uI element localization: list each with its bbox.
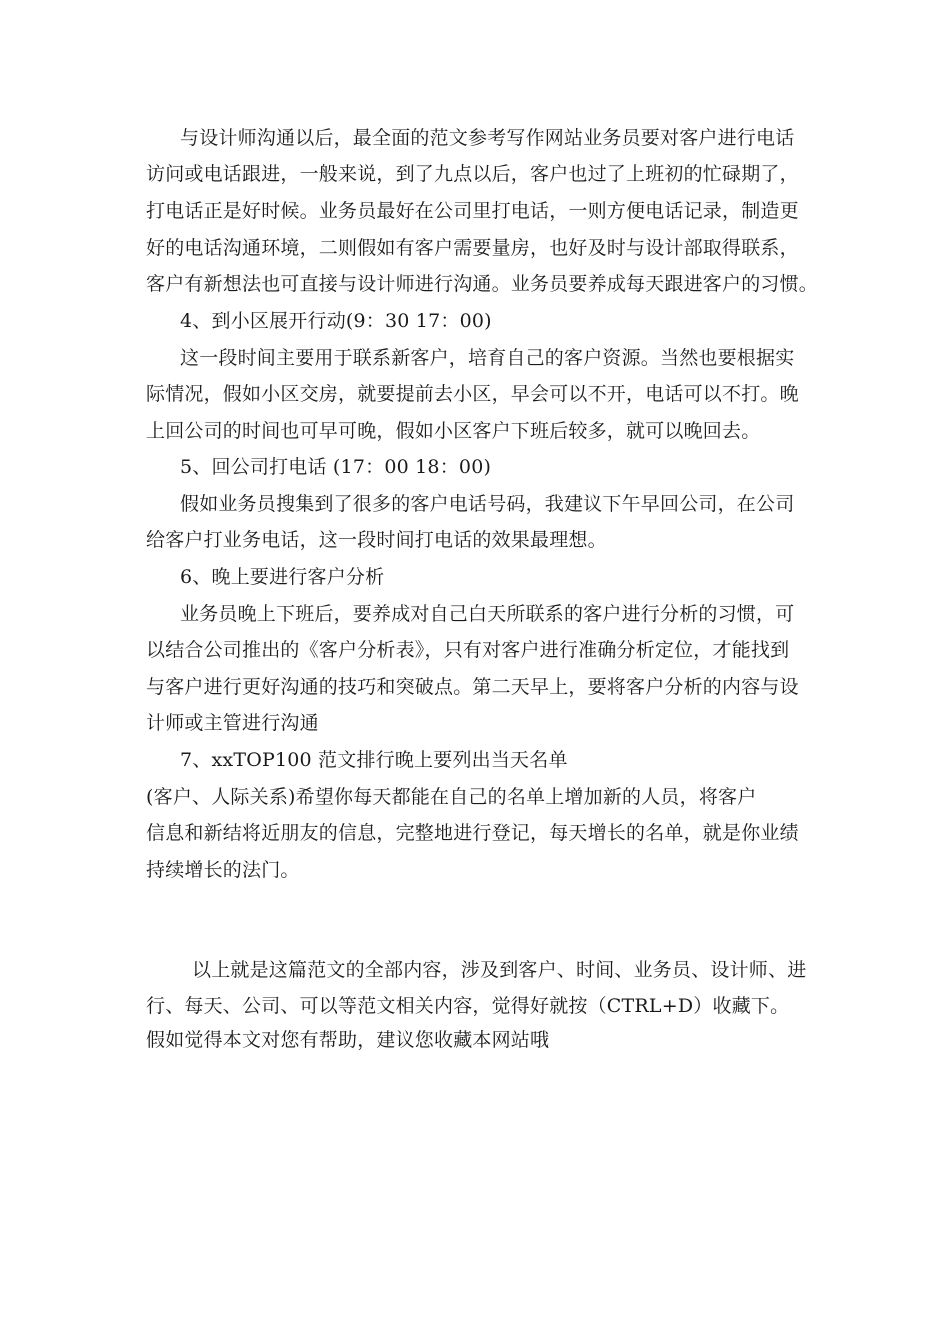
paragraph-line: 这一段时间主要用于联系新客户，培育自己的客户资源。当然也要根据实 [180,347,795,369]
paragraph-line: 与客户进行更好沟通的技巧和突破点。第二天早上，要将客户分析的内容与设 [146,676,799,698]
section-heading: 5、回公司打电话 (17：00 18：00) [180,456,492,478]
summary-line: 以上就是这篇范文的全部内容，涉及到客户、时间、业务员、设计师、进 [192,959,807,981]
paragraph-line: 业务员晚上下班后，要养成对自己白天所联系的客户进行分析的习惯，可 [180,603,795,625]
paragraph-line: 好的电话沟通环境，二则假如有客户需要量房，也好及时与设计部取得联系， [146,237,799,259]
paragraph-line: 假如业务员搜集到了很多的客户电话号码，我建议下午早回公司，在公司 [180,493,795,515]
paragraph-line: 访问或电话跟进，一般来说，到了九点以后，客户也过了上班初的忙碌期了， [146,163,799,185]
section-heading: 6、晚上要进行客户分析 [180,566,385,588]
paragraph-line: 与设计师沟通以后，最全面的范文参考写作网站业务员要对客户进行电话 [180,127,795,149]
summary-line: 假如觉得本文对您有帮助，建议您收藏本网站哦 [146,1029,550,1051]
paragraph-line: 上回公司的时间也可早可晚，假如小区客户下班后较多，就可以晚回去。 [146,420,761,442]
paragraph-line: 持续增长的法门。 [146,859,300,881]
paragraph-line: 客户有新想法也可直接与设计师进行沟通。业务员要养成每天跟进客户的习惯。 [146,273,819,295]
paragraph-line: 计师或主管进行沟通 [146,712,319,734]
paragraph-line: 给客户打业务电话，这一段时间打电话的效果最理想。 [146,529,607,551]
paragraph-line: 打电话正是好时候。业务员最好在公司里打电话，一则方便电话记录，制造更 [146,200,799,222]
paragraph-line: 以结合公司推出的《客户分析表》，只有对客户进行准确分析定位，才能找到 [146,639,790,661]
summary-line: 行、每天、公司、可以等范文相关内容，觉得好就按（CTRL+D）收藏下。 [146,995,790,1017]
paragraph-line: 际情况，假如小区交房，就要提前去小区，早会可以不开，电话可以不打。晚 [146,383,799,405]
paragraph-line: (客户、人际关系)希望你每天都能在自己的名单上增加新的人员，将客户 [146,786,757,808]
section-heading: 7、xxTOP100 范文排行晚上要列出当天名单 [180,749,568,771]
section-heading: 4、到小区展开行动(9：30 17：00) [180,310,492,332]
paragraph-line: 信息和新结将近朋友的信息，完整地进行登记，每天增长的名单，就是你业绩 [146,822,799,844]
